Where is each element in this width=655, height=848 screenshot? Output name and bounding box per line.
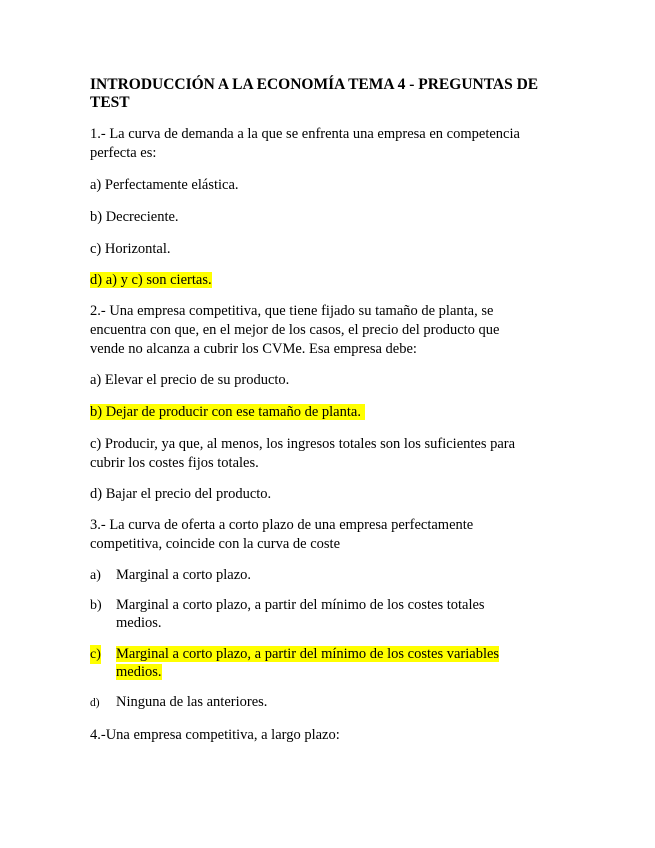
q3-option-d-letter: d) bbox=[90, 697, 100, 709]
q3-option-a-text: Marginal a corto plazo. bbox=[116, 567, 252, 583]
question-2-line-3: vende no alcanza a cubrir los CVMe. Esa empresa debe: bbox=[90, 341, 417, 357]
question-4 bbox=[90, 726, 565, 745]
title-line-2: TEST bbox=[90, 94, 130, 111]
title-line-1: INTRODUCCIÓN A LA ECONOMÍA TEMA 4 - PREGUNTAS DE bbox=[90, 76, 539, 93]
q3-option-a-letter: a) bbox=[90, 568, 101, 583]
q3-option-c-line-1-highlighted: Marginal a corto plazo, a partir del mínimo de los costes variables bbox=[116, 646, 500, 662]
q1-option-b-text: b) Decreciente. bbox=[90, 209, 179, 225]
question-4-line-1: 4.-Una empresa competitiva, a largo plazo: bbox=[90, 727, 340, 743]
question-2 bbox=[90, 302, 565, 359]
q1-option-a bbox=[90, 176, 565, 195]
question-3-line-2: competitiva, coincide con la curva de coste bbox=[90, 536, 341, 552]
q3-option-c bbox=[116, 646, 566, 681]
document-title bbox=[90, 76, 570, 112]
question-1-line-1: 1.- La curva de demanda a la que se enfrenta una empresa en competencia bbox=[90, 126, 520, 142]
q2-option-c bbox=[90, 435, 565, 473]
q3-option-b bbox=[116, 597, 566, 632]
q3-option-c-line-1 bbox=[116, 646, 566, 664]
q1-option-d bbox=[90, 271, 565, 290]
q2-option-c-line-2: cubrir los costes fijos totales. bbox=[90, 455, 259, 471]
question-3 bbox=[90, 516, 565, 554]
q2-option-b-text-highlighted: b) Dejar de producir con ese tamaño de planta. bbox=[90, 404, 361, 420]
q3-option-c-line-2 bbox=[116, 664, 566, 682]
q3-option-d-text: Ninguna de las anteriores. bbox=[116, 694, 268, 710]
q1-option-c-text: c) Horizontal. bbox=[90, 241, 171, 257]
q2-option-a bbox=[90, 371, 565, 390]
q2-option-c-line-1: c) Producir, ya que, al menos, los ingresos totales son los suficientes para bbox=[90, 436, 516, 452]
question-2-line-1: 2.- Una empresa competitiva, que tiene fijado su tamaño de planta, se bbox=[90, 303, 494, 319]
q2-option-b-highlight-tail bbox=[361, 404, 365, 420]
q2-option-d bbox=[90, 485, 565, 504]
q1-option-a-text: a) Perfectamente elástica. bbox=[90, 177, 239, 193]
q1-option-d-text-highlighted: d) a) y c) son ciertas. bbox=[90, 272, 212, 288]
q1-option-b bbox=[90, 208, 565, 227]
q2-option-a-text: a) Elevar el precio de su producto. bbox=[90, 372, 290, 388]
question-3-line-1: 3.- La curva de oferta a corto plazo de una empresa perfectamente bbox=[90, 517, 474, 533]
q3-option-b-letter: b) bbox=[90, 598, 102, 613]
q3-option-c-letter-highlighted: c) bbox=[90, 647, 101, 662]
q2-option-d-text: d) Bajar el precio del producto. bbox=[90, 486, 272, 502]
q2-option-b bbox=[90, 403, 565, 422]
question-1-line-2: perfecta es: bbox=[90, 145, 157, 161]
q3-option-b-line-2: medios. bbox=[116, 614, 162, 631]
q1-option-c bbox=[90, 240, 565, 259]
question-1 bbox=[90, 125, 565, 163]
q3-option-c-line-2-highlighted: medios. bbox=[116, 663, 162, 680]
q3-option-b-line-1: Marginal a corto plazo, a partir del mínimo de los costes totales bbox=[116, 597, 485, 613]
question-2-line-2: encuentra con que, en el mejor de los casos, el precio del producto que bbox=[90, 322, 500, 338]
